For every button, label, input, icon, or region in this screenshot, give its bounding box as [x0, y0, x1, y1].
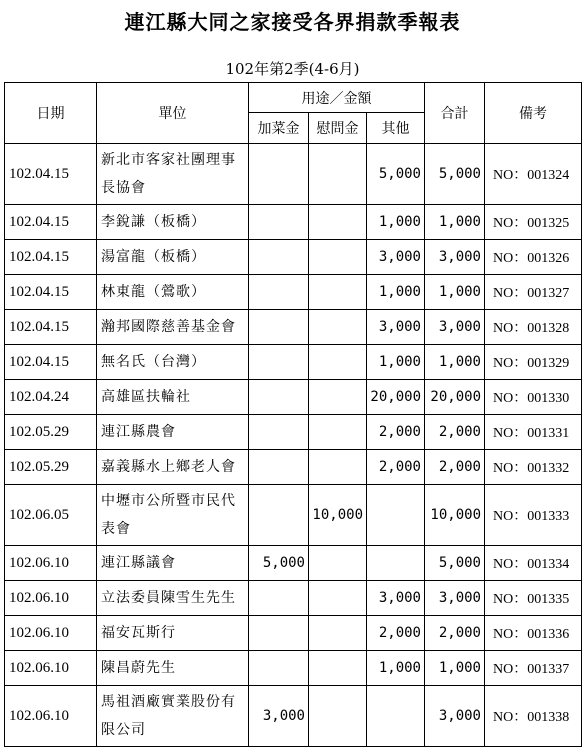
row-total: 3,000: [425, 686, 485, 747]
row-consolation: [309, 450, 367, 485]
table-row: [5, 380, 582, 415]
row-total: 20,000: [425, 380, 485, 415]
row-unit: 馬祖酒廠實業股份有限公司: [97, 686, 249, 747]
row-unit: 嘉義縣水上鄉老人會: [97, 450, 249, 485]
row-remarks: NO：001335: [485, 581, 582, 616]
row-consolation: [309, 546, 367, 581]
row-food: 5,000: [249, 546, 309, 581]
row-other: 2,000: [367, 450, 425, 485]
row-total: 3,000: [425, 310, 485, 345]
row-total: 2,000: [425, 450, 485, 485]
row-food: [249, 310, 309, 345]
row-other: 1,000: [367, 275, 425, 310]
row-unit: 福安瓦斯行: [97, 616, 249, 651]
row-consolation: [309, 144, 367, 205]
row-date: 102.06.10: [5, 581, 97, 616]
row-consolation: [309, 310, 367, 345]
row-total: 3,000: [425, 581, 485, 616]
row-other: 1,000: [367, 205, 425, 240]
row-remarks: NO：001331: [485, 415, 582, 450]
row-total: 1,000: [425, 205, 485, 240]
row-remarks: NO：001332: [485, 450, 582, 485]
row-remarks: NO：001336: [485, 616, 582, 651]
row-date: 102.05.29: [5, 450, 97, 485]
row-food: [249, 415, 309, 450]
row-total: 5,000: [425, 144, 485, 205]
row-date: 102.04.15: [5, 345, 97, 380]
row-date: 102.04.15: [5, 310, 97, 345]
table-row: [5, 310, 582, 345]
page-cut-edge: [4, 749, 581, 754]
row-unit: 立法委員陳雪生先生: [97, 581, 249, 616]
row-consolation: [309, 616, 367, 651]
header-other: 其他: [367, 113, 425, 144]
row-consolation: [309, 345, 367, 380]
row-remarks: NO：001333: [485, 485, 582, 546]
row-unit: 新北市客家社團理事長協會: [97, 144, 249, 205]
row-unit: 林東龍（鶯歌）: [97, 275, 249, 310]
table-row: [5, 415, 582, 450]
row-date: 102.04.15: [5, 240, 97, 275]
row-consolation: [309, 240, 367, 275]
row-food: [249, 485, 309, 546]
row-unit: 瀚邦國際慈善基金會: [97, 310, 249, 345]
row-food: [249, 144, 309, 205]
row-total: 2,000: [425, 415, 485, 450]
row-total: 1,000: [425, 651, 485, 686]
row-remarks: NO：001329: [485, 345, 582, 380]
row-other: [367, 485, 425, 546]
header-remarks: 備考: [485, 83, 582, 144]
row-date: 102.06.10: [5, 651, 97, 686]
row-total: 10,000: [425, 485, 485, 546]
row-consolation: [309, 651, 367, 686]
row-food: [249, 450, 309, 485]
row-date: 102.04.15: [5, 144, 97, 205]
row-food: [249, 345, 309, 380]
row-remarks: NO：001338: [485, 686, 582, 747]
row-food: [249, 581, 309, 616]
row-date: 102.04.15: [5, 275, 97, 310]
report-title: 連江縣大同之家接受各界捐款季報表: [124, 10, 461, 34]
row-date: 102.06.05: [5, 485, 97, 546]
row-other: 2,000: [367, 415, 425, 450]
row-other: 3,000: [367, 240, 425, 275]
header-food: 加菜金: [249, 113, 309, 144]
table-row: [5, 581, 582, 616]
row-unit: 高雄區扶輪社: [97, 380, 249, 415]
row-total: 1,000: [425, 345, 485, 380]
row-total: 1,000: [425, 275, 485, 310]
row-unit: 中壢市公所暨市民代表會: [97, 485, 249, 546]
row-food: 3,000: [249, 686, 309, 747]
row-unit: 湯富龍（板橋）: [97, 240, 249, 275]
row-date: 102.04.24: [5, 380, 97, 415]
row-food: [249, 651, 309, 686]
row-date: 102.04.15: [5, 205, 97, 240]
row-other: 3,000: [367, 310, 425, 345]
row-other: [367, 686, 425, 747]
row-food: [249, 380, 309, 415]
table-row: [5, 345, 582, 380]
table-row: [5, 144, 582, 205]
table-body: [5, 144, 582, 747]
row-consolation: [309, 686, 367, 747]
row-food: [249, 240, 309, 275]
row-remarks: NO：001325: [485, 205, 582, 240]
row-date: 102.06.10: [5, 616, 97, 651]
row-other: [367, 546, 425, 581]
header-date: 日期: [5, 83, 97, 144]
table-row: [5, 651, 582, 686]
row-date: 102.05.29: [5, 415, 97, 450]
row-remarks: NO：001337: [485, 651, 582, 686]
header-row-1: [5, 83, 582, 113]
table-row: [5, 546, 582, 581]
header-consolation: 慰問金: [309, 113, 367, 144]
row-food: [249, 275, 309, 310]
row-other: 3,000: [367, 581, 425, 616]
row-consolation: [309, 415, 367, 450]
row-remarks: NO：001326: [485, 240, 582, 275]
row-consolation: [309, 275, 367, 310]
row-unit: 李銳謙（板橋）: [97, 205, 249, 240]
row-total: 5,000: [425, 546, 485, 581]
row-other: 20,000: [367, 380, 425, 415]
row-total: 3,000: [425, 240, 485, 275]
donation-table: [4, 82, 582, 747]
header-total: 合計: [425, 83, 485, 144]
table-row: [5, 485, 582, 546]
row-consolation: [309, 581, 367, 616]
row-date: 102.06.10: [5, 686, 97, 747]
row-unit: 連江縣農會: [97, 415, 249, 450]
row-food: [249, 205, 309, 240]
row-unit: 無名氏（台灣）: [97, 345, 249, 380]
header-unit: 單位: [97, 83, 249, 144]
row-food: [249, 616, 309, 651]
row-remarks: NO：001327: [485, 275, 582, 310]
row-remarks: NO：001328: [485, 310, 582, 345]
row-other: 1,000: [367, 345, 425, 380]
row-other: 5,000: [367, 144, 425, 205]
row-other: 1,000: [367, 651, 425, 686]
row-unit: 陳昌蔚先生: [97, 651, 249, 686]
row-other: 2,000: [367, 616, 425, 651]
table-row: [5, 205, 582, 240]
row-remarks: NO：001324: [485, 144, 582, 205]
row-consolation: [309, 380, 367, 415]
row-consolation: 10,000: [309, 485, 367, 546]
row-unit: 連江縣議會: [97, 546, 249, 581]
row-consolation: [309, 205, 367, 240]
row-date: 102.06.10: [5, 546, 97, 581]
table-row: [5, 616, 582, 651]
table-row: [5, 240, 582, 275]
report-subtitle: 102年第2季(4-6月): [225, 60, 360, 78]
header-usage-amount: 用途／金額: [249, 83, 425, 113]
table-row: [5, 450, 582, 485]
row-remarks: NO：001330: [485, 380, 582, 415]
row-remarks: NO：001334: [485, 546, 582, 581]
table-row: [5, 686, 582, 747]
table-row: [5, 275, 582, 310]
row-total: 2,000: [425, 616, 485, 651]
